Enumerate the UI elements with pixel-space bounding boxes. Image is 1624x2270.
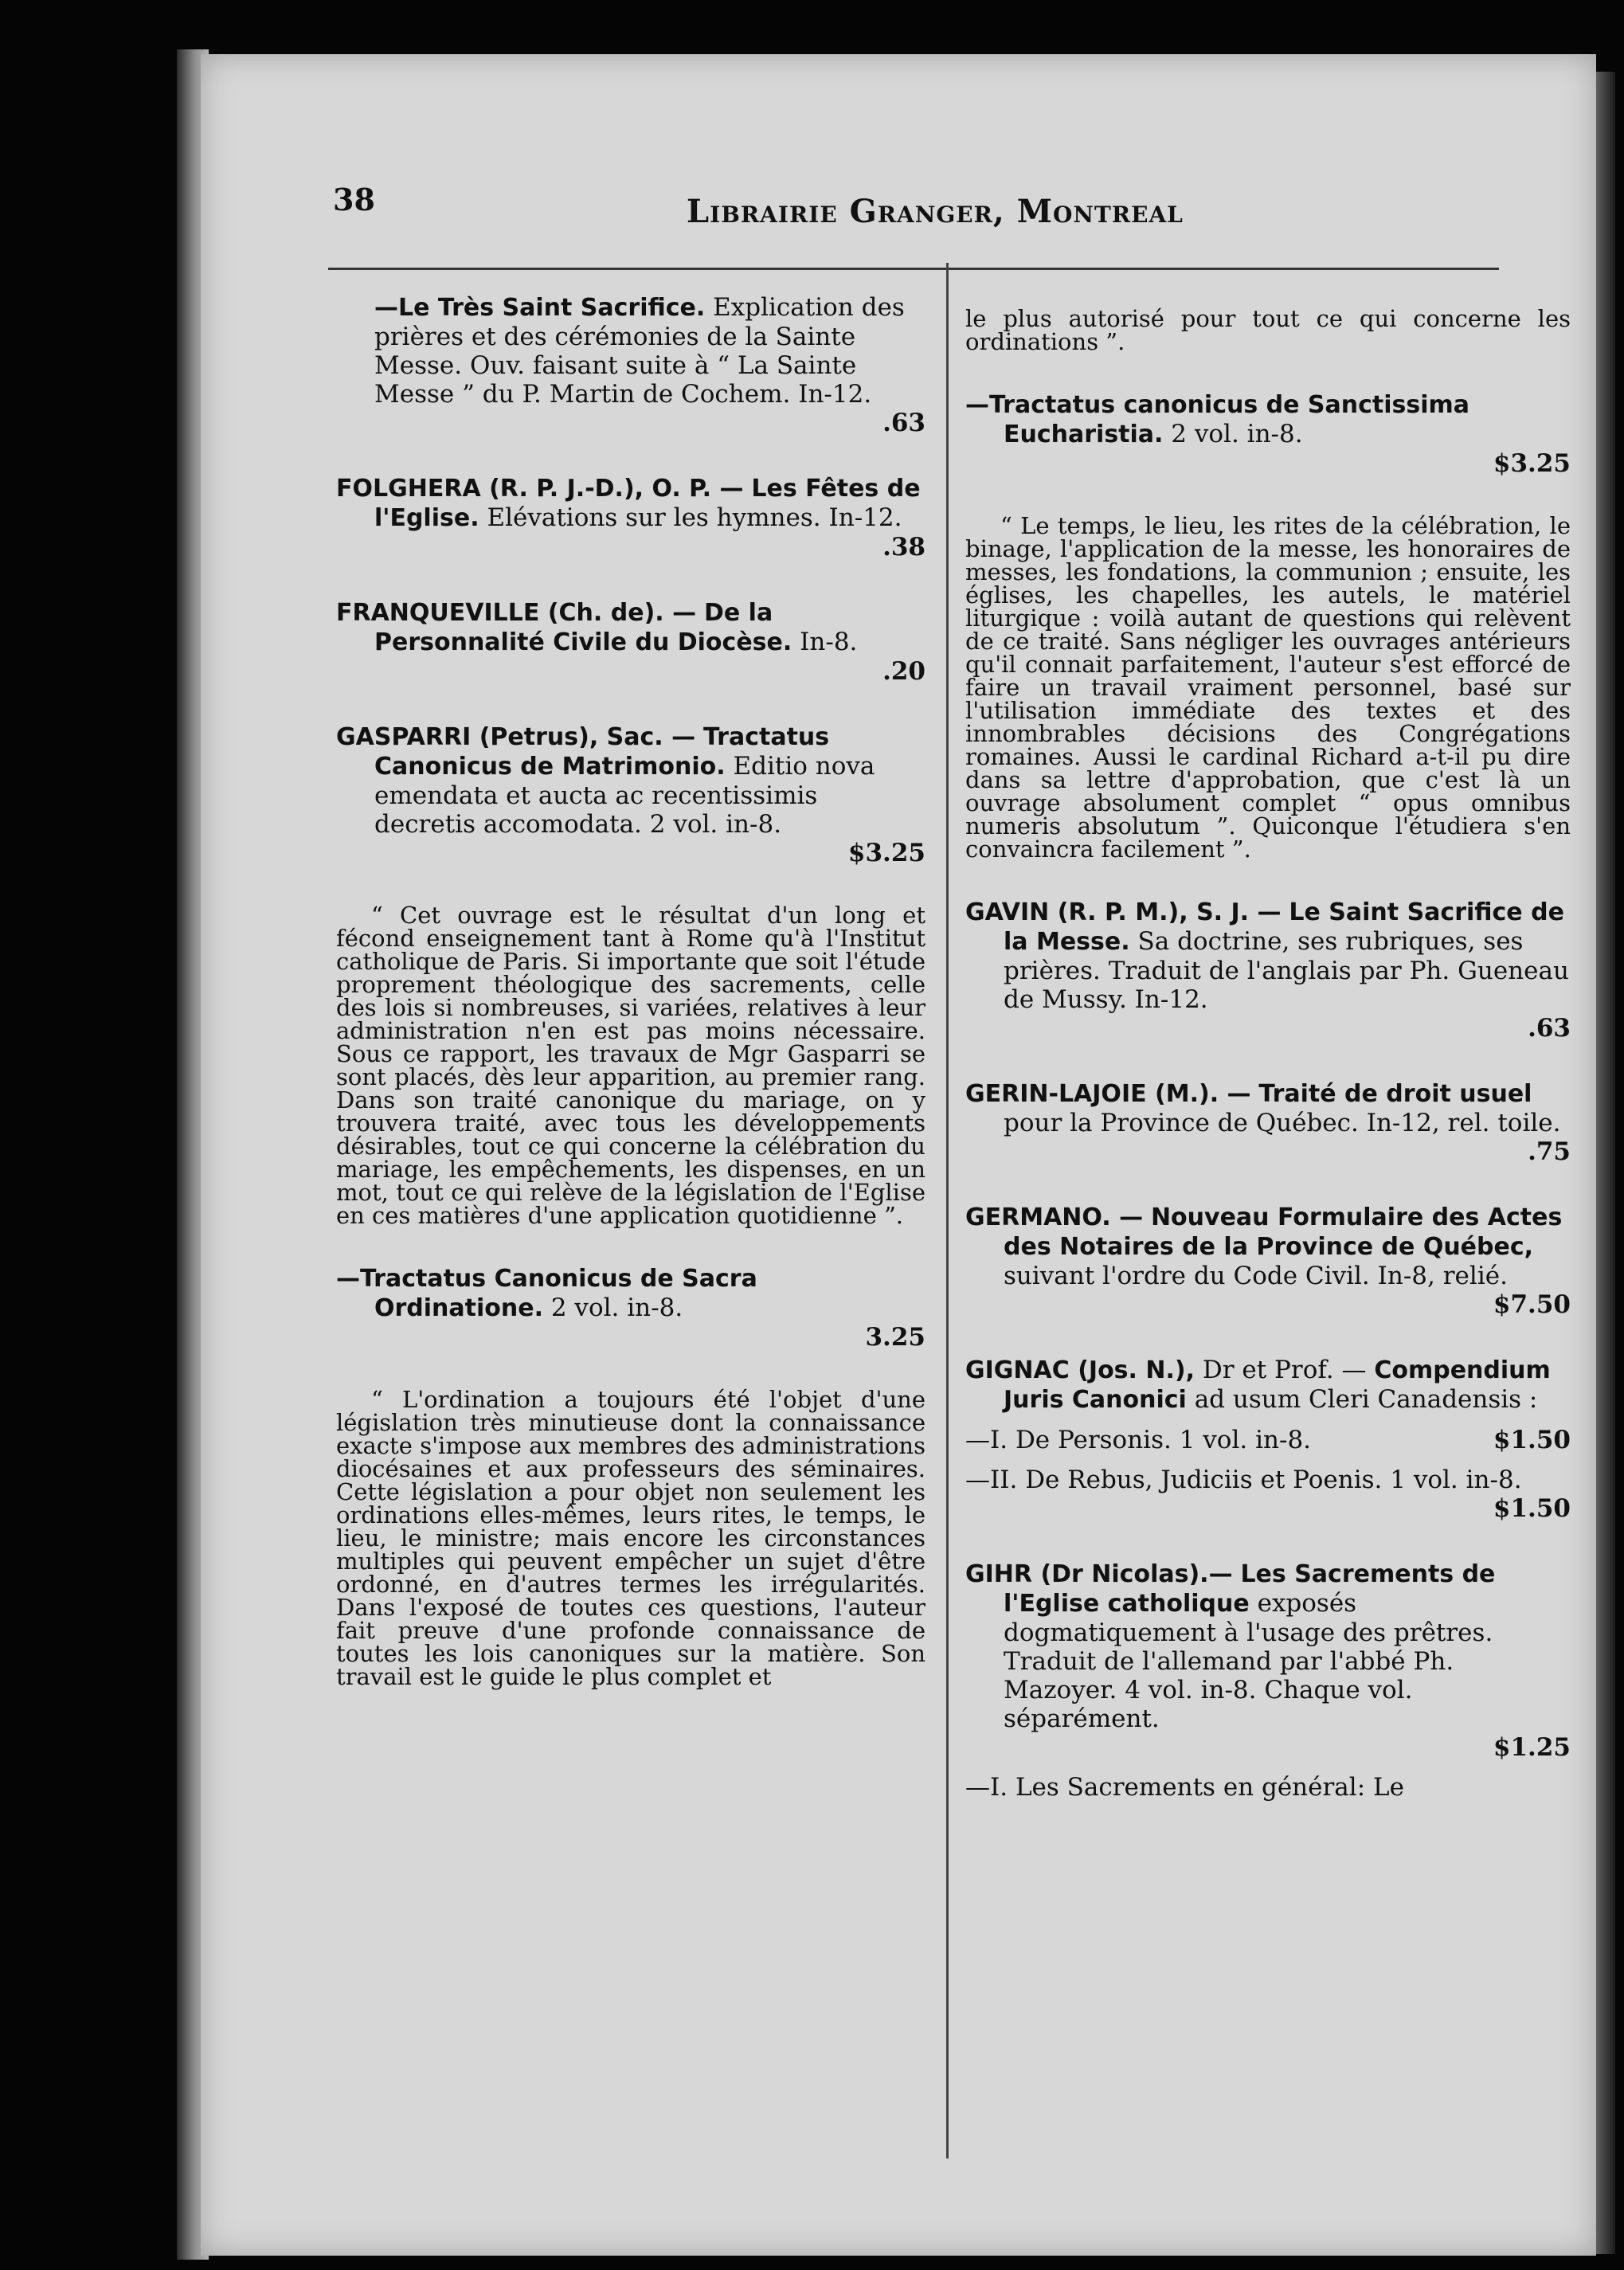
entry-price: $1.25	[1493, 1733, 1571, 1762]
entry-text: Editio nova emendata et aucta ac recentissimis decretis accomodata. 2 vol. in-8.	[374, 752, 875, 839]
entry-author-detail: Dr et Prof. —	[1202, 1356, 1367, 1384]
entry-price: .20	[882, 657, 925, 686]
entry-text: suivant l'ordre du Code Civil. In-8, relié.	[1004, 1262, 1508, 1290]
catalog-entry	[965, 390, 1571, 478]
sub-volume	[965, 1773, 1571, 1802]
entry-price: .63	[1528, 1014, 1571, 1043]
entry-text: Elévations sur les hymnes. In-12.	[487, 503, 902, 532]
right-column	[965, 307, 1571, 1813]
sub-volume	[965, 1466, 1571, 1523]
entry-author: GERMANO. —	[965, 1203, 1144, 1231]
entry-title: De la Personnalité Civile du Diocèse.	[374, 599, 792, 656]
catalog-entry	[965, 1560, 1571, 1762]
header-rule	[328, 268, 1499, 270]
review-quote-continued: le plus autorisé pour tout ce qui concerne les ordinations ”.	[965, 305, 1571, 355]
entry-author: FOLGHERA (R. P. J.-D.), O. P. —	[336, 475, 744, 503]
page-number: 38	[333, 182, 375, 217]
column-divider	[946, 263, 949, 2158]
entry-title: —Tractatus canonicus de Sanctissima Eucharistia.	[965, 391, 1470, 448]
page-header	[201, 54, 1596, 285]
entry-title: Les Fêtes de l'Eglise.	[374, 475, 921, 532]
left-column	[336, 293, 925, 1725]
entry-author: GIGNAC (Jos. N.),	[965, 1356, 1195, 1384]
sub-volume-price: $1.50	[1493, 1494, 1571, 1523]
review-quote: “ Cet ouvrage est le résultat d'un long et fécond enseignement tant à Rome qu'à l'Institut catholique de Paris. Si importante que soit l'étude proprement théologique des sacrements, celle des lois si nombreuses, si variées, relatives à leur administration n'en est pas moins nécessaire. Sous ce rapport, les travaux de Mgr Gasparri se sont placés, dès leur apparition, au premier rang. Dans son traité canonique du mariage, on y trouvera traité, avec tous les développements désirables, tout ce qui concerne la célébration du mariage, les empêchements, les dispenses, en un mot, tout ce qui relève de la législation de l'Eglise en ces matières d'une application quotidienne ”.	[336, 902, 925, 1229]
entry-title: Compendium Juris Canonici	[1004, 1356, 1551, 1414]
entry-text: exposés dogmatiquement à l'usage des prêtres. Traduit de l'allemand par l'abbé Ph. Mazoyer. 4 vol. in-8. Chaque vol. séparément.	[1004, 1589, 1493, 1733]
catalog-entry	[965, 1203, 1571, 1319]
review-quote: “ Le temps, le lieu, les rites de la célébration, le binage, l'application de la messe, les honoraires de messes, les fondations, la communion ; ensuite, les églises, les chapelles, les autels, le matériel liturgique : voilà autant de questions qui relèvent de ce traité. Sans négliger les ouvrages antérieurs qu'il connait parfaitement, l'auteur s'est efforcé de faire un travail vraiment personnel, basé sur l'utilisation immédiate des textes et des innombrables décisions des Congrégations romaines. Aussi le cardinal Richard a-t-il pu dire dans sa lettre d'approbation, que c'est là un ouvrage absolument complet “ opus omnibus numeris absolutum ”. Quiconque l'étudiera s'en convaincra facilement ”.	[965, 512, 1571, 863]
sub-volume-text: —II. De Rebus, Judiciis et Poenis. 1 vol. in-8.	[965, 1466, 1522, 1494]
entry-text: ad usum Cleri Canadensis :	[1194, 1385, 1538, 1414]
entry-text: pour la Province de Québec. In-12, rel. toile.	[1004, 1109, 1561, 1137]
entry-title: —Le Très Saint Sacrifice.	[374, 294, 706, 322]
catalog-entry	[965, 898, 1571, 1043]
entry-author: GASPARRI (Petrus), Sac. —	[336, 723, 696, 751]
entry-price: .38	[882, 533, 925, 562]
sub-volume-text: —I. De Personis. 1 vol. in-8.	[965, 1426, 1312, 1454]
running-title: Librairie Granger, Montreal	[687, 193, 1184, 230]
sub-volume-price: $1.50	[1493, 1426, 1571, 1454]
entry-price: $7.50	[1493, 1290, 1571, 1319]
entry-text: 2 vol. in-8.	[550, 1294, 683, 1322]
entry-author: FRANQUEVILLE (Ch. de). —	[336, 599, 697, 627]
entry-price: 3.25	[865, 1323, 925, 1352]
entry-text: In-8.	[800, 628, 858, 656]
entry-text: Sa doctrine, ses rubriques, ses prières. Traduit de l'anglais par Ph. Gueneau de Mussy. In-12.	[1004, 927, 1569, 1014]
sub-volume-text: —I. Les Sacrements en général: Le	[965, 1773, 1404, 1802]
entry-text: 2 vol. in-8.	[1171, 420, 1303, 448]
book-page	[201, 54, 1596, 2256]
page-edge-right	[1593, 72, 1615, 2254]
entry-title: Les Sacrements de l'Eglise catholique	[1004, 1560, 1496, 1618]
catalog-entry	[336, 474, 925, 562]
entry-author: GERIN-LAJOIE (M.). —	[965, 1080, 1251, 1108]
catalog-entry	[336, 293, 925, 437]
catalog-entry	[336, 1264, 925, 1352]
entry-title: Le Saint Sacrifice de la Messe.	[1004, 898, 1564, 956]
entry-title: —Tractatus Canonicus de Sacra Ordinatione.	[336, 1265, 757, 1322]
catalog-entry	[965, 1356, 1571, 1415]
entry-price: $3.25	[847, 839, 925, 867]
entry-author: GIHR (Dr Nicolas).—	[965, 1560, 1233, 1588]
catalog-entry	[336, 598, 925, 686]
entry-title: Nouveau Formulaire des Actes des Notaires de la Province de Québec,	[1004, 1203, 1563, 1261]
entry-title: Traité de droit usuel	[1258, 1080, 1532, 1108]
entry-price: .75	[1528, 1137, 1571, 1166]
entry-text: Explication des prières et des cérémonies de la Sainte Messe. Ouv. faisant suite à “ La Sainte Messe ” du P. Martin de Cochem. In-12.	[374, 293, 905, 409]
catalog-entry	[336, 722, 925, 867]
entry-title: Tractatus Canonicus de Matrimonio.	[374, 723, 830, 781]
catalog-entry	[965, 1079, 1571, 1166]
review-quote: “ L'ordination a toujours été l'objet d'une législation très minutieuse dont la connaissance exacte s'impose aux membres des administrations diocésaines et aux professeurs des séminaires. Cette législation a pour objet non seulement les ordinations elles-mêmes, leurs rites, le temps, le lieu, le ministre; mais encore les circonstances multiples qui peuvent empêcher un sujet d'être ordonné, en d'autres termes les irrégularités. Dans l'exposé de toutes ces questions, l'auteur fait preuve d'une profonde connaissance de toutes les lois canoniques sur la matière. Son travail est le guide le plus complet et	[336, 1386, 925, 1690]
sub-volume	[965, 1426, 1571, 1454]
entry-author: GAVIN (R. P. M.), S. J. —	[965, 898, 1282, 926]
entry-price: $3.25	[1493, 449, 1571, 478]
entry-price: .63	[882, 409, 925, 437]
